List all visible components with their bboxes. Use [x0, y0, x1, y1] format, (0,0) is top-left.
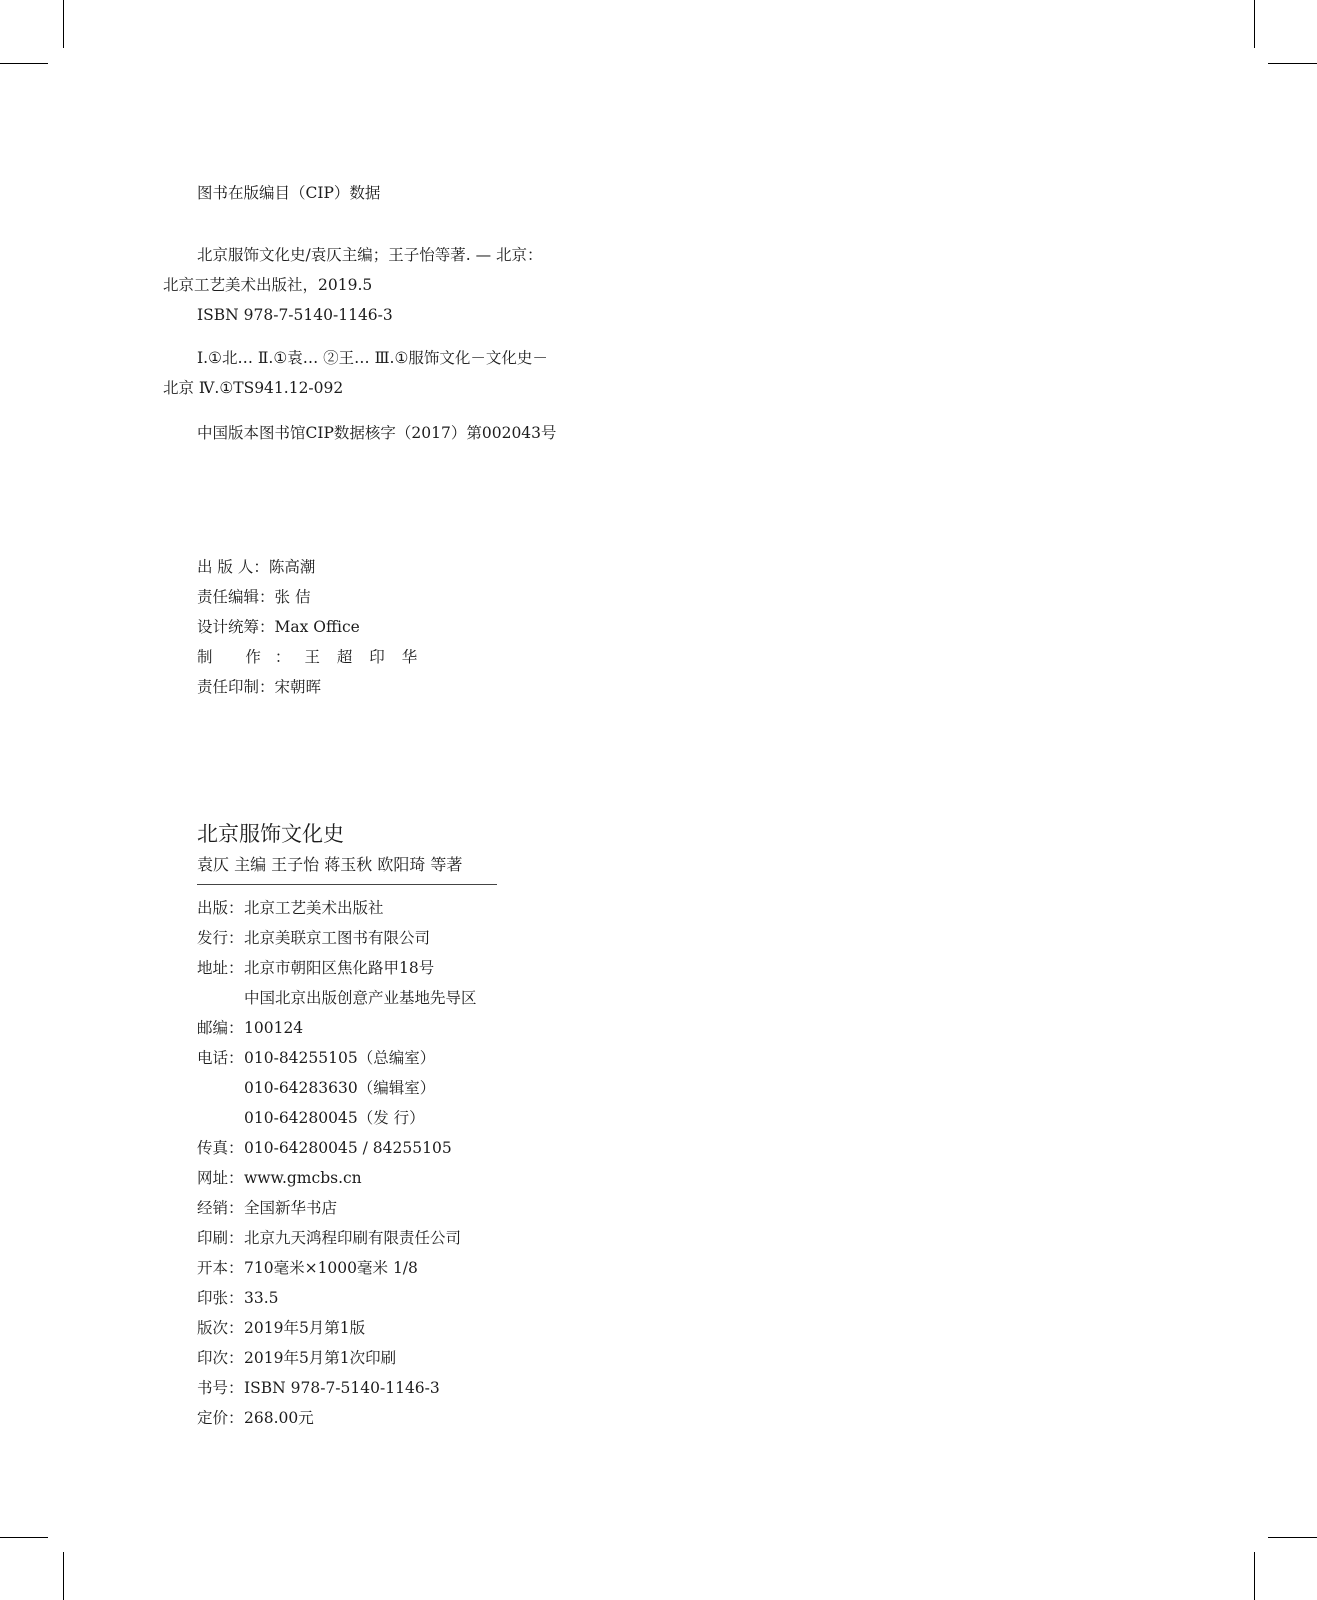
colophon-row: [197, 1253, 477, 1283]
colophon-label: 印次：: [197, 1349, 244, 1367]
colophon-label: 印刷：: [197, 1229, 244, 1247]
colophon-label: 发行：: [197, 929, 244, 947]
colophon-label: 传真：: [197, 1139, 244, 1157]
credit-value: 王 超 印 华: [304, 648, 418, 666]
colophon-value: 全国新华书店: [244, 1199, 338, 1217]
cip-line: 中国版本图书馆CIP数据核字（2017）第002043号: [197, 424, 557, 442]
credit-row: [197, 582, 417, 612]
colophon-value: 100124: [244, 1019, 304, 1037]
colophon-label: 书号：: [197, 1379, 244, 1397]
cip-line: 北京工艺美术出版社，2019.5: [163, 276, 373, 294]
colophon-label: 邮编：: [197, 1019, 244, 1037]
crop-mark-br-h: [1268, 1537, 1317, 1538]
colophon-value: 北京市朝阳区焦化路甲18号: [244, 959, 435, 977]
colophon-row: [197, 1223, 477, 1253]
cip-isbn: ISBN 978-7-5140-1146-3: [197, 306, 393, 324]
colophon-label: [197, 1103, 244, 1133]
colophon-row: [197, 1373, 477, 1403]
colophon-row: [197, 893, 477, 923]
credits-list: [197, 552, 417, 702]
colophon-label: 定价：: [197, 1409, 244, 1427]
book-authors: 袁仄 主编 王子怡 蒋玉秋 欧阳琦 等著: [197, 855, 463, 874]
colophon-row: [197, 1073, 477, 1103]
colophon: [197, 893, 477, 1433]
colophon-label: 电话：: [197, 1049, 244, 1067]
colophon-row: [197, 1283, 477, 1313]
crop-mark-tl-v: [63, 0, 64, 48]
crop-mark-tl-h: [0, 63, 48, 64]
colophon-value: 010-64283630（编辑室）: [244, 1079, 436, 1097]
colophon-label: 开本：: [197, 1259, 244, 1277]
cip-line: Ⅰ.①北… Ⅱ.①袁… ②王… Ⅲ.①服饰文化－文化史－: [197, 349, 548, 367]
crop-mark-bl-v: [63, 1552, 64, 1600]
colophon-value: 北京九天鸿程印刷有限责任公司: [244, 1229, 462, 1247]
colophon-value: 268.00元: [244, 1409, 314, 1427]
colophon-row: [197, 1403, 477, 1433]
cip-approval: [163, 418, 573, 448]
colophon-value: 中国北京出版创意产业基地先导区: [244, 989, 477, 1007]
colophon-label: 网址：: [197, 1169, 244, 1187]
cip-heading: 图书在版编目（CIP）数据: [197, 184, 381, 202]
colophon-row: [197, 1193, 477, 1223]
book-title: 北京服饰文化史: [197, 822, 344, 846]
crop-mark-tr-v: [1254, 0, 1255, 48]
crop-mark-bl-h: [0, 1537, 48, 1538]
colophon-row: [197, 1133, 477, 1163]
credit-label: 责任编辑：: [197, 588, 275, 606]
colophon-label: 地址：: [197, 959, 244, 977]
colophon-label: 经销：: [197, 1199, 244, 1217]
cip-line: 北京 Ⅳ.①TS941.12-092: [163, 379, 344, 397]
credit-row: [197, 612, 417, 642]
colophon-row: [197, 1343, 477, 1373]
colophon-row: [197, 1163, 477, 1193]
cip-record: [163, 240, 573, 330]
colophon-label: [197, 983, 244, 1013]
credit-label: 设计统筹：: [197, 618, 275, 636]
colophon-value: 710毫米×1000毫米 1/8: [244, 1259, 418, 1277]
colophon-row: [197, 1103, 477, 1133]
colophon-row: [197, 983, 477, 1013]
crop-mark-br-v: [1254, 1552, 1255, 1600]
credit-label: 制 作：: [197, 648, 305, 666]
colophon-row: [197, 953, 477, 983]
credit-row: [197, 642, 417, 672]
credit-value: 宋朝晖: [274, 678, 322, 696]
colophon-value: 北京美联京工图书有限公司: [244, 929, 431, 947]
credit-label: 出 版 人：: [197, 558, 269, 576]
colophon-value: www.gmcbs.cn: [244, 1169, 362, 1187]
colophon-label: 出版：: [197, 899, 244, 917]
colophon-label: [197, 1073, 244, 1103]
credit-value: 陈高潮: [268, 558, 316, 576]
colophon-value: 北京工艺美术出版社: [244, 899, 384, 917]
colophon-label: 版次：: [197, 1319, 244, 1337]
colophon-label: 印张：: [197, 1289, 244, 1307]
colophon-row: [197, 1043, 477, 1073]
colophon-value: 2019年5月第1版: [244, 1319, 366, 1337]
credit-row: [197, 552, 417, 582]
credit-value: 张 佶: [274, 588, 311, 606]
colophon-value: ISBN 978-7-5140-1146-3: [244, 1379, 440, 1397]
colophon-row: [197, 1013, 477, 1043]
credit-label: 责任印制：: [197, 678, 275, 696]
colophon-value: 010-64280045 / 84255105: [244, 1139, 452, 1157]
colophon-value: 010-64280045（发 行）: [244, 1109, 425, 1127]
credit-value: Max Office: [274, 618, 360, 636]
colophon-value: 2019年5月第1次印刷: [244, 1349, 397, 1367]
divider: [197, 884, 497, 885]
colophon-row: [197, 1313, 477, 1343]
colophon-value: 33.5: [244, 1289, 279, 1307]
cip-line: 北京服饰文化史/袁仄主编；王子怡等著. — 北京：: [197, 246, 543, 264]
cip-classification: [163, 343, 573, 403]
colophon-value: 010-84255105（总编室）: [244, 1049, 436, 1067]
colophon-row: [197, 923, 477, 953]
crop-mark-tr-h: [1268, 63, 1317, 64]
credit-row: [197, 672, 417, 702]
